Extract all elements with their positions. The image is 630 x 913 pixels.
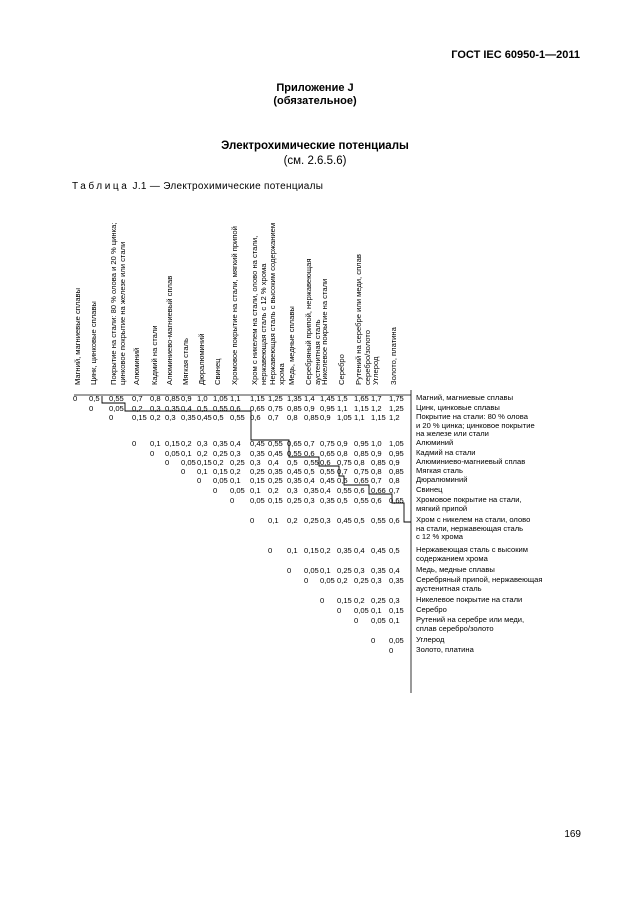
table-cell: 0,15 [337, 596, 352, 605]
table-cell: 0,35 [287, 476, 302, 485]
column-header: Углерод [371, 356, 380, 385]
row-label-line: Цинк, цинковые сплавы [416, 403, 500, 412]
table-cell: 0,05 [109, 404, 124, 413]
table-cell: 1,2 [371, 404, 382, 413]
row-label-line: Хромовое покрытие на стали, [416, 495, 522, 504]
table-cell: 1,1 [337, 404, 348, 413]
table-cell: 0,1 [250, 486, 261, 495]
table-cell: 0 [132, 439, 137, 448]
row-label-line: на стали, нержавеющая сталь [416, 523, 524, 533]
caption-text: J.1 — Электрохимические потенциалы [132, 181, 324, 192]
table-cell: 1,15 [371, 413, 386, 422]
table-cell: 0,3 [230, 449, 241, 458]
table-cell: 0,3 [165, 413, 176, 422]
table-cell: 0,55 [354, 496, 369, 505]
column-header: Нержавеющая сталь с высоким содержанием [268, 222, 277, 385]
table-cell: 0,8 [337, 449, 348, 458]
row-label [416, 616, 524, 633]
table-cell: 0,05 [230, 486, 245, 495]
table-cell: 1,2 [389, 413, 400, 422]
table-cell: 0,1 [230, 476, 241, 485]
table-cell: 0,1 [181, 449, 192, 458]
table-cell: 0,1 [268, 516, 279, 525]
table-cell: 0,5 [337, 496, 348, 505]
table-cell: 0,45 [320, 476, 335, 485]
column-header: цинковое покрытие на железе или стали [117, 241, 127, 385]
table-cell: 0,05 [389, 636, 404, 645]
row-label [416, 394, 513, 403]
table-cell: 1,5 [337, 394, 348, 403]
row-label-line: Дюралюминий [416, 475, 468, 484]
row-label-line: Серебряный припой, нержавеющая [416, 575, 543, 584]
table-cell: 1,05 [337, 413, 352, 422]
column-header: Серебряный припой, нержавеющая [304, 258, 313, 385]
table-cell: 0,05 [181, 458, 196, 467]
table-cell: 0,85 [371, 458, 386, 467]
row-label-line: Алюминиево-магниевый сплав [416, 457, 526, 466]
column-header: Медь, медные сплавы [287, 306, 296, 385]
row-label-line: Алюминий [416, 438, 454, 447]
table-cell: 0,8 [371, 467, 382, 476]
column-header: Золото, платина [389, 327, 398, 385]
table-cell: 0,35 [337, 546, 352, 555]
table-cell: 0,4 [389, 566, 400, 575]
table-cell: 0,5 [389, 546, 400, 555]
table-cell: 0 [354, 616, 359, 625]
table-cell: 0,05 [371, 616, 386, 625]
table-cell: 0,6 [230, 404, 241, 413]
table-cell: 0,25 [337, 566, 352, 575]
table-cell: 0,5 [89, 394, 100, 403]
table-cell: 0,35 [250, 449, 265, 458]
table-cell: 0,1 [371, 606, 382, 615]
table-cell: 0,8 [354, 458, 365, 467]
table-cell: 0 [287, 566, 292, 575]
table-cell: 1,15 [354, 404, 369, 413]
row-label-line: Покрытие на стали: 80 % олова [416, 412, 528, 421]
table-cell: 1,45 [320, 394, 335, 403]
row-label-line: Золото, платина [416, 645, 474, 654]
table-cell: 0,5 [197, 404, 208, 413]
table-cell: 0,45 [287, 467, 302, 476]
table-cell: 0,65 [250, 404, 265, 413]
section-title: Электрохимические потенциалы [221, 140, 409, 152]
table-cell: 0 [73, 394, 78, 403]
table-cell: 0,5 [287, 458, 298, 467]
table-cell: 0,65 [354, 476, 369, 485]
table-cell: 0,9 [181, 394, 192, 403]
table-cell: 0 [150, 449, 155, 458]
table-cell: 0,9 [304, 404, 315, 413]
table-cell: 1,25 [389, 404, 404, 413]
table-cell: 0,2 [150, 413, 161, 422]
table-cell: 0,6 [354, 486, 365, 495]
table-cell: 0,4 [354, 546, 365, 555]
table-cell: 0,7 [337, 467, 348, 476]
column-header: Кадмий на стали [150, 325, 159, 385]
table-cell: 0,35 [181, 413, 196, 422]
table-cell: 0,9 [389, 458, 400, 467]
row-label-line: Углерод [416, 635, 445, 644]
row-label [416, 439, 453, 448]
table-cell: 0,95 [389, 449, 404, 458]
row-label [416, 576, 542, 593]
table-cell: 0 [304, 576, 309, 585]
table-cell: 0,7 [371, 476, 382, 485]
table-cell: 0,9 [337, 439, 348, 448]
table-cell: 0,6 [337, 476, 348, 485]
table-cell: 0,05 [320, 576, 335, 585]
table-cell: 0 [165, 458, 170, 467]
table-cell: 0 [197, 476, 202, 485]
table-cell: 0 [268, 546, 273, 555]
table-cell: 0,55 [109, 394, 124, 403]
table-cell: 0,3 [320, 516, 331, 525]
table-cell: 0,25 [287, 496, 302, 505]
table-cell: 0,05 [213, 476, 228, 485]
row-label [416, 546, 528, 563]
table-cell: 0,2 [354, 596, 365, 605]
table-cell: 0,4 [181, 404, 192, 413]
table-cell: 0,65 [320, 449, 335, 458]
table-cell: 0,45 [268, 449, 283, 458]
row-label [416, 496, 522, 513]
row-label-line: мягкий припой [416, 503, 468, 513]
column-header: Серебро [337, 354, 346, 385]
table-cell: 0,45 [197, 413, 212, 422]
row-label [416, 516, 530, 542]
table-cell: 0,25 [371, 596, 386, 605]
table-cell: 0,8 [150, 394, 161, 403]
table-cell: 0,6 [304, 449, 315, 458]
table-cell: 1,4 [304, 394, 315, 403]
table-cell: 0,95 [354, 439, 369, 448]
table-cell: 0,35 [213, 439, 228, 448]
table-cell: 0,2 [213, 458, 224, 467]
table-cell: 0,1 [150, 439, 161, 448]
row-label-line: Медь, медные сплавы [416, 565, 495, 574]
table-cell: 0,95 [320, 404, 335, 413]
table-cell: 0,15 [389, 606, 404, 615]
annex-heading [0, 82, 630, 108]
table-cell: 0,3 [250, 458, 261, 467]
table-cell: 0,85 [389, 467, 404, 476]
row-label-line: Свинец [416, 485, 443, 494]
table-cell: 0,15 [304, 546, 319, 555]
table-cell: 0,2 [132, 404, 143, 413]
table-cell: 0,35 [268, 467, 283, 476]
table-cell: 0,3 [354, 566, 365, 575]
row-label-line: Никелевое покрытие на стали [416, 595, 523, 604]
column-header: Покрытие на стали: 80 % олова и 20 % цинка; [109, 222, 118, 385]
row-label-line: Мягкая сталь [416, 466, 463, 475]
row-label-line: сплав серебро/золото [416, 623, 494, 633]
table-cell: 0 [213, 486, 218, 495]
table-cell: 0,25 [304, 516, 319, 525]
annex-title: Приложение J [276, 82, 354, 94]
table-cell: 0,65 [389, 496, 404, 505]
column-header: Дюралюминий [197, 333, 206, 385]
table-cell: 0,2 [337, 576, 348, 585]
table-cell: 0,75 [337, 458, 352, 467]
table-cell: 0,5 [304, 467, 315, 476]
table-cell: 0,05 [165, 449, 180, 458]
table-cell: 0,55 [268, 439, 283, 448]
column-header: Свинец [213, 358, 222, 385]
row-label-line: на железе или стали [416, 429, 489, 439]
column-header: серебро/золото [362, 330, 372, 385]
table-cell: 0,5 [213, 413, 224, 422]
caption-prefix: Таблица [72, 181, 130, 192]
table-cell: 0,15 [268, 496, 283, 505]
table-cell: 0,85 [165, 394, 180, 403]
table-cell: 1,35 [287, 394, 302, 403]
row-label-line: Нержавеющая сталь с высоким [416, 545, 528, 554]
table-cell: 0,85 [287, 404, 302, 413]
column-header: Магний, магниевые сплавы [73, 287, 82, 385]
table-cell: 0,9 [371, 449, 382, 458]
table-cell: 0,2 [287, 516, 298, 525]
table-cell: 1,25 [268, 394, 283, 403]
table-cell: 0,25 [354, 576, 369, 585]
row-label-line: Хром с никелем на стали, олово [416, 515, 531, 524]
table-cell: 0,3 [150, 404, 161, 413]
row-label-line: и 20 % цинка; цинковое покрытие [416, 420, 535, 430]
table-cell: 0,35 [304, 486, 319, 495]
table-cell: 1,05 [389, 439, 404, 448]
table-cell: 1,7 [371, 394, 382, 403]
table-cell: 0,3 [197, 439, 208, 448]
column-header: нержавеющая сталь с 12 % хрома [258, 263, 268, 385]
table-cell: 0,2 [230, 467, 241, 476]
table-cell: 0,4 [268, 458, 279, 467]
table-cell: 0,1 [197, 467, 208, 476]
table-cell: 1,0 [371, 439, 382, 448]
table-cell: 0,45 [250, 439, 265, 448]
table-cell: 0,3 [287, 486, 298, 495]
table-cell: 1,1 [354, 413, 365, 422]
column-header: Никелевое покрытие на стали [320, 278, 329, 385]
table-cell: 0 [230, 496, 235, 505]
table-cell: 0,8 [287, 413, 298, 422]
table-cell: 0,7 [389, 486, 400, 495]
table-cell: 1,65 [354, 394, 369, 403]
table-cell: 0,35 [389, 576, 404, 585]
table-cell: 0,1 [389, 616, 400, 625]
table-cell: 0,15 [250, 476, 265, 485]
row-label [416, 636, 444, 645]
table-cell: 0,4 [320, 486, 331, 495]
page-number: 169 [564, 829, 581, 840]
section-reference: (см. 2.6.5.6) [283, 155, 347, 167]
table-cell: 0,3 [389, 596, 400, 605]
table-cell: 0,75 [320, 439, 335, 448]
table-cell: 0,25 [230, 458, 245, 467]
table-cell: 0,66 [371, 486, 386, 495]
table-cell: 0,35 [320, 496, 335, 505]
table-cell: 0,8 [389, 476, 400, 485]
table-cell: 0,35 [165, 404, 180, 413]
table-cell: 0,2 [197, 449, 208, 458]
table-cell: 0 [337, 606, 342, 615]
table-cell: 0 [250, 516, 255, 525]
table-cell: 0,25 [250, 467, 265, 476]
row-label [416, 486, 443, 495]
table-cell: 0,2 [320, 546, 331, 555]
row-label [416, 476, 467, 485]
table-cell: 0,45 [337, 516, 352, 525]
row-label-line: с 12 % хрома [416, 532, 464, 542]
table-cell: 0,15 [213, 467, 228, 476]
column-header: Алюминий [132, 347, 141, 385]
table-cell: 0,25 [213, 449, 228, 458]
column-header: Рутений на серебре или меди, сплав [354, 254, 363, 385]
table-caption [72, 181, 323, 192]
table-cell: 0,55 [304, 458, 319, 467]
table-cell: 0,75 [354, 467, 369, 476]
table-cell: 1,75 [389, 394, 404, 403]
table-cell: 0 [389, 646, 394, 655]
table-cell: 0 [109, 413, 114, 422]
table-cell: 0,3 [304, 496, 315, 505]
table-cell: 0,1 [287, 546, 298, 555]
table-cell: 1,0 [197, 394, 208, 403]
table-cell: 0,6 [250, 413, 261, 422]
table-cell: 0,45 [371, 546, 386, 555]
table-cell: 0,5 [354, 516, 365, 525]
row-label-line: содержанием хрома [416, 553, 488, 563]
table-cell: 0,2 [268, 486, 279, 495]
document-header: ГОСТ IEC 60950-1—2011 [451, 49, 580, 61]
row-label [416, 413, 535, 439]
table-cell: 0,05 [304, 566, 319, 575]
table-cell: 0,7 [304, 439, 315, 448]
column-header: Алюминиево-магниевый сплав [165, 275, 174, 385]
table-cell: 0,4 [230, 439, 241, 448]
table-cell: 0,2 [181, 439, 192, 448]
annex-note: (обязательное) [273, 95, 357, 107]
table-cell: 0,55 [371, 516, 386, 525]
table-cell: 0 [371, 636, 376, 645]
row-label-line: Кадмий на стали [416, 448, 476, 457]
table-cell: 0,4 [304, 476, 315, 485]
table-cell: 0,6 [371, 496, 382, 505]
table-cell: 0,7 [268, 413, 279, 422]
row-label [416, 596, 522, 605]
row-label-line: Рутений на серебре или меди, [416, 615, 525, 624]
row-label-line: Магний, магниевые сплавы [416, 393, 514, 402]
table-cell: 0,55 [230, 413, 245, 422]
table-cell: 0,05 [250, 496, 265, 505]
table-cell: 0 [181, 467, 186, 476]
row-label [416, 646, 474, 655]
column-header: Цинк, цинковые сплавы [89, 301, 98, 385]
table-cell: 0,15 [132, 413, 147, 422]
table-cell: 0,1 [320, 566, 331, 575]
column-header: аустенитная сталь [312, 319, 322, 385]
table-cell: 1,1 [230, 394, 241, 403]
row-label [416, 566, 495, 575]
table-cell: 1,05 [213, 394, 228, 403]
table-cell: 0,6 [320, 458, 331, 467]
table-cell: 0,35 [371, 566, 386, 575]
table-cell: 0,55 [213, 404, 228, 413]
table-cell: 0,6 [389, 516, 400, 525]
table-cell: 0,3 [371, 576, 382, 585]
column-header: Мягкая сталь [181, 338, 190, 385]
table-cell: 0,7 [132, 394, 143, 403]
table-cell: 1,15 [250, 394, 265, 403]
row-label-line: аустенитная сталь [416, 583, 482, 593]
table-cell: 0,25 [268, 476, 283, 485]
table-cell: 0 [89, 404, 94, 413]
table-cell: 0,55 [337, 486, 352, 495]
table-cell: 0,05 [354, 606, 369, 615]
table-cell: 0,15 [165, 439, 180, 448]
table-cell: 0,55 [320, 467, 335, 476]
table-cell: 0,55 [287, 449, 302, 458]
column-header: Хром с никелем на стали, олово на стали, [250, 235, 259, 385]
row-label-line: Серебро [416, 605, 447, 614]
column-header: Хромовое покрытие на стали, мягкий припой [230, 226, 239, 385]
table-cell: 0,85 [354, 449, 369, 458]
table-cell: 0,15 [197, 458, 212, 467]
table-cell: 0,85 [304, 413, 319, 422]
table-cell: 0,9 [320, 413, 331, 422]
table-cell: 0,65 [287, 439, 302, 448]
table-cell: 0 [320, 596, 325, 605]
table-cell: 0,75 [268, 404, 283, 413]
column-header: хрома [276, 363, 286, 385]
row-label [416, 606, 447, 615]
